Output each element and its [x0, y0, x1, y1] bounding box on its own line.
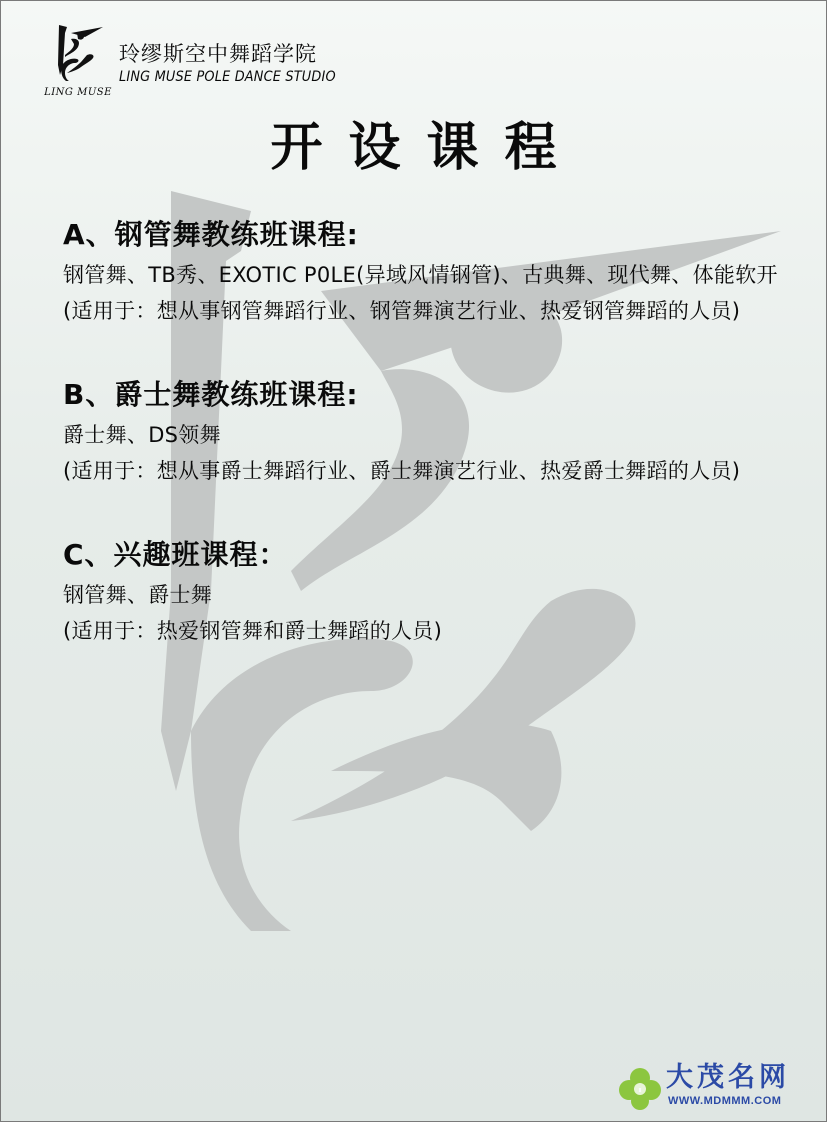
course-list-text: 钢管舞、TB秀、EXOTIC P0LE(异域风情钢管)、古典舞、现代舞、体能软开 — [63, 263, 778, 287]
audience-text: (适用于：想从事钢管舞蹈行业、钢管舞演艺行业、热爱钢管舞蹈的人员) — [63, 299, 741, 323]
section-heading: A、钢管舞教练班课程: — [63, 218, 359, 251]
brand-logo — [43, 23, 112, 103]
brand-name — [119, 41, 355, 87]
course-section-c — [63, 533, 798, 649]
audience-text: (适用于：想从事爵士舞蹈行业、爵士舞演艺行业、热爱爵士舞蹈的人员) — [63, 459, 741, 483]
section-body — [63, 417, 798, 489]
footer-site-url[interactable]: WWW.MDMMM.COM — [668, 1095, 782, 1107]
section-heading: C、兴趣班课程： — [63, 538, 288, 571]
course-list-text: 钢管舞、爵士舞 — [63, 583, 213, 607]
course-list — [63, 213, 798, 693]
section-body — [63, 577, 798, 649]
footer-site-logo[interactable] — [618, 1063, 818, 1113]
brand-name-cn: 玲缪斯空中舞蹈学院 — [119, 42, 317, 66]
course-section-b — [63, 373, 798, 489]
audience-text: (适用于：热爱钢管舞和爵士舞蹈的人员) — [63, 619, 443, 643]
brand-name-en: LING MUSE POLE DANCE STUDIO — [119, 69, 336, 85]
dancer-logo-icon — [53, 23, 103, 83]
course-list-text: 爵士舞、DS领舞 — [63, 423, 221, 447]
section-body — [63, 257, 798, 329]
course-section-a — [63, 213, 798, 329]
footer-site-name: 大茂名网 — [666, 1062, 790, 1093]
section-heading: B、爵士舞教练班课程: — [63, 378, 359, 411]
clover-icon — [618, 1067, 662, 1111]
logo-caption: LING MUSE — [44, 87, 112, 98]
page-title: 开设课程 — [270, 118, 583, 178]
